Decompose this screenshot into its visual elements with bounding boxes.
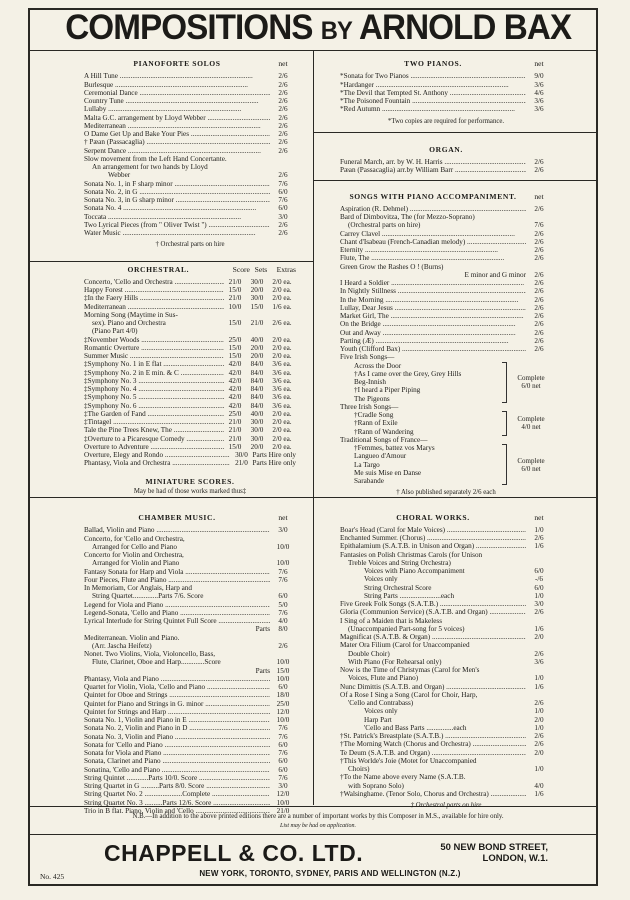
list-item: Serpent Dance ..... 2/6 xyxy=(84,147,296,155)
list-item: *The Devil that Tempted St. Anthony ..... 4/6 xyxy=(340,89,552,97)
list-item: with Soprano Solo) 4/0 xyxy=(348,781,544,790)
list-item: String Quartet No. 2 .....................Complete ..... 12/0 xyxy=(84,790,296,798)
publisher-address: 50 NEW BOND STREET, LONDON, W.1. xyxy=(440,842,548,864)
list-item: Harp Part 2/0 xyxy=(364,715,544,724)
list-item: Mediterranean ..... 2/6 xyxy=(84,122,296,130)
list-item: Lullay, Dear Jesus ..... 2/6 xyxy=(340,304,552,312)
list-item: Market Girl, The ..... 2/6 xyxy=(340,312,552,320)
list-item: Voices, Flute and Piano) 1/0 xyxy=(348,674,544,683)
list-item: Epithalamium (S.A.T.B. in Unison and Organ) ..... 1/6 xyxy=(340,542,552,550)
list-item: † Pæan (Passacaglia) ..... 2/6 xyxy=(84,138,296,146)
list-item: Youth (Clifford Bax) ..... 2/6 xyxy=(340,345,552,353)
list-item: Lyrical Interlude for String Quintet Full Score ..... 4/0 xyxy=(84,617,296,625)
list-item: Parts 8/0 xyxy=(255,625,288,634)
orchestral-row: (Piano Part 4/0) xyxy=(92,327,138,336)
orchestral-row: ‡In the Faery Hills ..... 21/0 30/0 2/0 ea. xyxy=(84,294,296,302)
publisher-name: CHAPPELL & CO. LTD. xyxy=(104,840,364,866)
list-item: Now is the Time of Christymas (Carol for Men's xyxy=(340,666,480,674)
list-item: Enchanted Summer. (Chorus) ..... 2/6 xyxy=(340,534,552,542)
list-item: I Sing of a Maiden that is Makeless xyxy=(340,616,443,625)
list-item: Slow movement from the Left Hand Concertante. xyxy=(84,154,227,163)
list-item: *Red Autumn ..... 3/6 xyxy=(340,105,552,113)
list-item: Lullaby ..... 2/6 xyxy=(84,105,296,113)
list-item: Parting (Æ) ..... 2/6 xyxy=(340,337,552,345)
list-item: Mediterranean. Violin and Piano. xyxy=(84,633,180,642)
left-column xyxy=(84,60,296,815)
list-item: Trio in B flat. Piano, Violin and 'Cello ..... 21/0 xyxy=(84,807,296,815)
song-item: †As I came over the Grey, Grey Hills xyxy=(354,369,462,378)
list-item: Treble Voices and String Orchestra) xyxy=(348,558,451,567)
list-item: †St. Patrick's Breastplate (S.A.T.B.) ..... 2/6 xyxy=(340,732,552,740)
list-item: Sonata for Viola and Piano ..... 7/6 xyxy=(84,749,296,757)
list-item: Quintet for Strings and Harp ..... 12/0 xyxy=(84,708,296,716)
orchestral-row: Phantasy, Viola and Orchestra ..... 21/0 Parts Hire only xyxy=(84,459,296,467)
list-item: Toccata ..... 3/0 xyxy=(84,213,296,221)
two-pianos-note: *Two copies are required for performance. xyxy=(387,117,505,125)
list-item: Webber 2/6 xyxy=(108,171,288,180)
choral-heading: CHORAL WORKS. net xyxy=(396,512,544,522)
orchestral-row: Romantic Overture ..... 15/0 20/0 2/0 ea. xyxy=(84,344,296,352)
list-item: O Dame Get Up and Bake Your Pies ..... 2/6 xyxy=(84,130,296,138)
orchestral-row: Morning Song (Maytime in Sus- xyxy=(84,310,178,319)
list-item: Two Lyrical Pieces (from " Oliver Twist ") ..... 2/6 xyxy=(84,221,296,229)
list-item: Ballad, Violin and Piano ..... 3/0 xyxy=(84,526,296,534)
orchestral-row: Overture to Adventure ..... 15/0 20/0 2/0 ea. xyxy=(84,443,296,451)
list-item: E minor and G minor 2/6 xyxy=(464,270,544,279)
list-note: List may be had on application. xyxy=(280,823,356,829)
song-item: Beg-Innish xyxy=(354,378,386,386)
list-item: Water Music ..... 2/6 xyxy=(84,229,296,237)
list-item: Voices with Piano Accompaniment 6/0 xyxy=(364,567,544,575)
list-item: Sonata No. 2, Violin and Piano in D ..... 7/6 xyxy=(84,724,296,732)
list-item: Boar's Head (Carol for Male Voices) ..... 1/0 xyxy=(340,526,552,534)
list-item: (Arr. Jascha Heifetz) 2/6 xyxy=(92,641,288,650)
list-item: Carrey Clavel ..... 2/6 xyxy=(340,230,552,238)
organ-list xyxy=(340,158,552,175)
list-item: (Orchestral parts on hire) 7/6 xyxy=(348,221,544,230)
song-item: Across the Door xyxy=(354,361,402,370)
list-item: Five Greek Folk Songs (S.A.T.B.) ..... 3/0 xyxy=(340,600,552,608)
footer-rule-2 xyxy=(28,834,598,835)
orchestral-row: Happy Forest ..... 15/0 20/0 2/0 ea. xyxy=(84,286,296,294)
list-item: Voices only 1/0 xyxy=(364,707,544,716)
chamber-heading: CHAMBER MUSIC. net xyxy=(138,513,288,522)
list-item: Legend for Viola and Piano ..... 5/0 xyxy=(84,601,296,609)
list-item: A Hill Tune ..... 2/6 xyxy=(84,72,296,80)
list-item: *The Poisoned Fountain ..... 3/6 xyxy=(340,97,552,105)
choral-note: † Orchestral parts on hire xyxy=(410,802,482,809)
list-item: Sonata No. 1, Violin and Piano in E ..... 10/0 xyxy=(84,716,296,724)
list-item: String Orchestral Score 6/0 xyxy=(364,583,544,592)
orchestral-row: ‡Symphony No. 3 ..... 42/0 84/0 3/6 ea. xyxy=(84,377,296,385)
orchestral-row: Mediterranean ..... 10/0 15/0 1/6 ea. xyxy=(84,303,296,311)
list-item: Sonata No. 1, in F sharp minor ..... 7/6 xyxy=(84,180,296,188)
orchestral-row: ‡Symphony No. 1 in E flat ..... 42/0 84/0 3/6 ea. xyxy=(84,360,296,368)
two-pianos-list xyxy=(340,72,552,113)
list-item: Gloria (Communion Service) (S.A.T.B. and Organ) ..... 2/6 xyxy=(340,608,552,616)
organ-heading: ORGAN. xyxy=(429,144,463,154)
list-item: Sonata, Clarinet and Piano ..... 6/0 xyxy=(84,757,296,765)
list-item: On the Bridge ..... 2/6 xyxy=(340,320,552,328)
list-item: Sonata No. 2, in G ..... 6/0 xyxy=(84,188,296,196)
list-item: Fantasy Sonata for Harp and Viola ..... 7/6 xyxy=(84,568,296,576)
orchestral-row: Concerto, 'Cello and Orchestra ..... 21/0 30/0 2/0 ea. xyxy=(84,278,296,286)
list-item: Eternity ..... 2/6 xyxy=(340,246,552,254)
list-item: Flute, Clarinet, Oboe and Harp.............Score 10/0 xyxy=(92,658,290,667)
french-group: †Femmes, battez vos Marys Langueo d'Amour La Targo Me suis Mise en Danse Sarabande Complete 6/0 net xyxy=(354,444,545,485)
list-item: String Quartet No. 3 ..........Parts 12/6. Score ..... 10/0 xyxy=(84,799,296,807)
orchestral-row: ‡Symphony No. 5 ..... 42/0 84/0 3/6 ea. xyxy=(84,393,296,401)
orchestral-row: ‡Symphony No. 4 ..... 42/0 84/0 3/6 ea. xyxy=(84,385,296,393)
list-item: Funeral March, arr. by W. H. Harris ..... 2/6 xyxy=(340,158,552,166)
orchestral-row: ‡Tintagel ..... 21/0 30/0 2/0 ea. xyxy=(84,418,296,426)
list-item: I Heard a Soldier ..... 2/6 xyxy=(340,279,552,287)
orchestral-list xyxy=(84,278,296,468)
pianoforte-note: † Orchestral parts on hire xyxy=(155,241,225,249)
list-item: Pæan (Passacaglia) arr.by William Barr ..... 2/6 xyxy=(340,166,552,174)
list-item: *Hardanger ..... 3/6 xyxy=(340,81,552,89)
list-item: With Piano (For Rehearsal only) 3/6 xyxy=(348,657,544,666)
list-item: Malta G.C. arrangement by Lloyd Webber ..... 2/6 xyxy=(84,114,296,122)
list-item: Arranged for Violin and Piano 10/0 xyxy=(92,559,290,568)
list-item: Phantasy, Viola and Piano ..... 10/0 xyxy=(84,675,296,683)
list-item: Nonet. Two Violins, Viola, Violoncello, Bass, xyxy=(84,650,216,658)
list-item: Bard of Dimbovitza, The (for Mezzo-Soprano) xyxy=(340,213,475,221)
list-item: †This Worlde's Joie (Motet for Unaccompanied xyxy=(340,756,477,765)
list-item: Burlesque ..... 2/6 xyxy=(84,81,296,89)
song-item: †Cradle Song xyxy=(354,411,394,419)
song-item: La Targo xyxy=(354,460,380,469)
orchestral-row: ‡The Garden of Fand ..... 25/0 40/0 2/0 ea. xyxy=(84,410,296,418)
list-item: In Memoriam, Cor Anglais, Harp and xyxy=(84,584,192,592)
list-item: In Nightly Stillness ..... 2/6 xyxy=(340,287,552,295)
songs-heading: SONGS WITH PIANO ACCOMPANIMENT. net xyxy=(349,191,544,201)
list-item: Green Grow the Rashes O ! (Burns) xyxy=(340,262,444,271)
choral-list xyxy=(340,526,552,798)
publisher-cities: NEW YORK, TORONTO, SYDNEY, PARIS AND WELLINGTON (N.Z.) xyxy=(199,869,461,878)
nb-note: N.B.—In addition to the above printed editions there are a number of important works by this Composer in M.S., available for hire only. xyxy=(132,813,504,820)
list-item: Four Pieces, Flute and Piano ..... 7/6 xyxy=(84,576,296,584)
page-title: COMPOSITIONS BY ARNOLD BAX xyxy=(65,8,572,47)
three-irish-group: †Cradle Song †Rann of Exile †Rann of Wandering Complete 4/0 net xyxy=(354,411,545,436)
list-item: Aspiration (R. Dehmel) ..... 2/6 xyxy=(340,205,552,213)
orchestral-row: ‡Overture to a Picaresque Comedy ..... 21/0 30/0 2/0 ea. xyxy=(84,435,296,443)
irish-group: Across the Door †As I came over the Grey, Grey Hills Beg-Innish †I heard a Piper Piping The Pigeons Complete 6/0 net xyxy=(354,361,545,403)
list-item: Flute, The ..... 2/6 xyxy=(340,254,552,262)
list-item: Sonata for 'Cello and Piano ..... 6/0 xyxy=(84,741,296,749)
list-item: Parts 15/0 xyxy=(255,666,290,675)
list-item: *Sonata for Two Pianos ..... 9/0 xyxy=(340,72,552,80)
orchestral-row: ‡Symphony No. 2 in E min. & C ..... 42/0 84/0 3/6 ea. xyxy=(84,369,296,377)
orchestral-row: ‡November Woods ..... 25/0 40/0 2/0 ea. xyxy=(84,336,296,344)
song-item: †Femmes, battez vos Marys xyxy=(354,444,435,452)
chamber-list xyxy=(84,526,296,815)
list-item: Quartet for Violin, Viola, 'Cello and Piano ..... 6/0 xyxy=(84,683,296,691)
list-item: Te Deum (S.A.T.B. and Organ) ..... 2/0 xyxy=(340,749,552,757)
french-label: Traditional Songs of France— xyxy=(340,435,428,444)
list-item: Of a Rose I Sing a Song (Carol for Choir, Harp, xyxy=(340,690,478,699)
irish-label: Five Irish Songs— xyxy=(340,353,395,362)
list-item: (Unaccompanied Part-song for 5 voices) 1/6 xyxy=(348,624,544,633)
list-item: Nunc Dimittis (S.A.T.B. and Organ) ..... 1/6 xyxy=(340,683,552,691)
list-item: String Quartet in G ..........Parts 8/0. Score ..... 3/0 xyxy=(84,782,296,790)
list-item: Concerto, for 'Cello and Orchestra, xyxy=(84,534,185,543)
song-item: †I heard a Piper Piping xyxy=(354,386,421,395)
orchestral-row: Overture, Elegy and Rondo ..... 30/0 Parts Hire only xyxy=(84,451,296,459)
list-item: †The Morning Watch (Chorus and Orchestra) ..... 2/6 xyxy=(340,740,552,748)
list-item: Out and Away ..... 2/6 xyxy=(340,329,552,337)
list-item: 'Cello and Bass Parts ...............each 1/0 xyxy=(364,723,544,732)
orchestral-row: Summer Music ..... 15/0 20/0 2/0 ea. xyxy=(84,352,296,360)
orchestral-row: Tale the Pine Trees Knew, The ..... 21/0 30/0 2/0 ea. xyxy=(84,426,296,434)
list-item: String Quintet ............Parts 10/0. Score ..... 7/6 xyxy=(84,774,296,782)
song-item: The Pigeons xyxy=(354,394,390,403)
song-item: †Rann of Exile xyxy=(354,419,398,428)
orchestral-heading: ORCHESTRAL. Score Sets Extras xyxy=(127,264,296,274)
orchestral-row: ‡Symphony No. 6 ..... 42/0 84/0 3/6 ea. xyxy=(84,402,296,410)
pianoforte-heading: PIANOFORTE SOLOS net xyxy=(133,59,288,68)
two-pianos-heading: TWO PIANOS. net xyxy=(404,59,544,68)
song-item: Me suis Mise en Danse xyxy=(354,468,422,477)
list-item: Sonata No. 4 ..... 6/0 xyxy=(84,204,296,212)
publication-number: No. 425 xyxy=(40,872,65,881)
list-item: Sonatina, 'Cello and Piano ..... 6/0 xyxy=(84,766,296,774)
list-item: In the Morning ..... 2/6 xyxy=(340,296,552,304)
list-item: Choirs) 1/0 xyxy=(348,765,544,773)
three-irish-label: Three Irish Songs— xyxy=(340,402,399,411)
songs-note: † Also published separately 2/6 each xyxy=(396,489,496,497)
list-item: Quintet for Piano and Strings in G. minor ..... 25/0 xyxy=(84,700,296,708)
song-item: Langueo d'Amour xyxy=(354,452,407,461)
list-item: †Walsinghame. (Tenor Solo, Chorus and Orchestra) ..... 1/6 xyxy=(340,790,552,798)
list-item: Sonata No. 3, in G sharp minor ..... 7/6 xyxy=(84,196,296,204)
pianoforte-list xyxy=(84,72,296,237)
list-item: Voices only -/6 xyxy=(364,575,543,584)
list-item: 'Cello and Contrabass) 2/6 xyxy=(348,699,544,707)
song-item: †Rann of Wandering xyxy=(354,427,414,436)
list-item: Arranged for Cello and Piano 10/0 xyxy=(92,542,290,551)
list-item: Ceremonial Dance ..... 2/6 xyxy=(84,89,296,97)
column-divider xyxy=(313,50,314,805)
list-item: Sonata No. 3, Violin and Piano ..... 7/6 xyxy=(84,733,296,741)
list-item: †To the Name above every Name (S.A.T.B. xyxy=(340,773,466,782)
miniature-heading: MINIATURE SCORES. xyxy=(145,476,235,486)
list-item: Mater Ora Filium (Carol for Unaccompanied xyxy=(340,641,470,650)
list-item: Chant d'Isabeau (French-Canadian melody) ..... 2/6 xyxy=(340,238,552,246)
list-item: Country Tune ..... 2/6 xyxy=(84,97,296,105)
list-item: Quintet for Oboe and Strings ..... 18/0 xyxy=(84,691,296,699)
list-item: String Quartet..............Parts 7/6. Score 6/0 xyxy=(92,592,288,601)
list-item: Fantasies on Polish Christmas Carols (for Unison xyxy=(340,550,483,559)
miniature-note: May be had of those works marked thus‡ xyxy=(133,487,247,495)
right-column xyxy=(340,60,552,814)
orchestral-row: sex). Piano and Orchestra 15/0 21/0 2/6 ea. xyxy=(92,319,292,327)
song-item: Sarabande xyxy=(354,477,384,485)
songs-list xyxy=(340,205,552,354)
list-item: Concerto for Violin and Orchestra, xyxy=(84,551,184,559)
list-item: An arrangement for two hands by Lloyd xyxy=(92,163,208,171)
list-item: Magnificat (S.A.T.B. & Organ) ..... 2/0 xyxy=(340,633,552,641)
list-item: String Parts .......................each 1/0 xyxy=(364,591,544,600)
list-item: Double Choir) 2/6 xyxy=(348,649,544,658)
list-item: Legend-Sonata, 'Cello and Piano ..... 7/6 xyxy=(84,609,296,617)
